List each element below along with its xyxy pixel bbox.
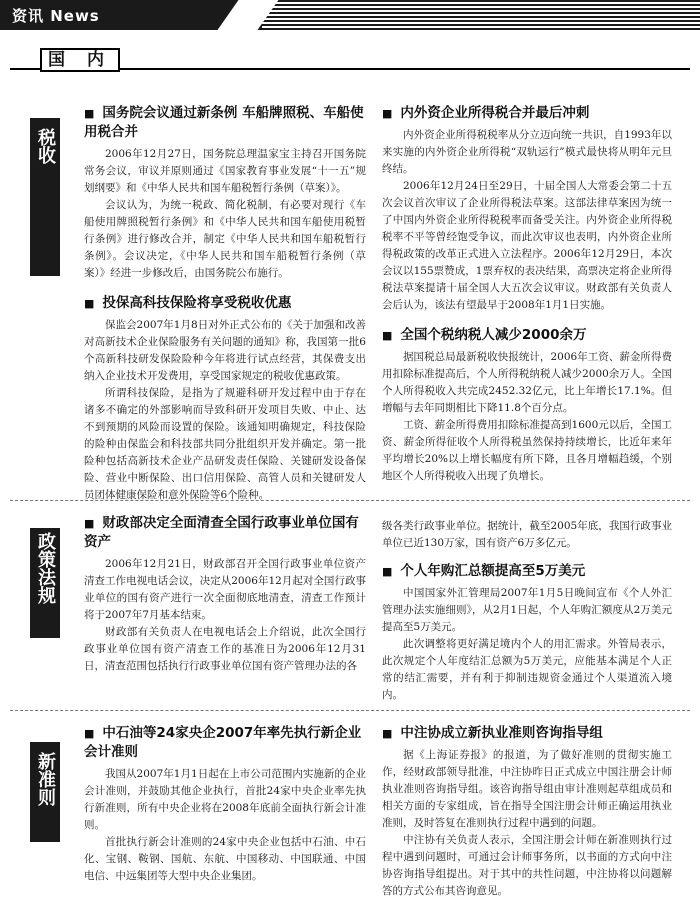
- side-label-text: 新准则: [35, 752, 56, 806]
- square-bullet-icon: ■: [382, 107, 393, 120]
- article-title-text: 国务院会议通过新条例 车船牌照税、车船使用税合并: [84, 105, 364, 140]
- article-title: [382, 724, 672, 743]
- square-bullet-icon: ■: [84, 297, 95, 310]
- section-divider: [10, 710, 690, 711]
- square-bullet-icon: ■: [84, 727, 95, 740]
- article-paragraph: 2006年12月24日至29日，十届全国人大常委会第二十五次会议首次审议了企业所得税法草案。这部法律草案因为统一了中国内外资企业所得税税率而备受关注。内外资企业所得税税率不平等曾经饱受争议，而此次审议也表明，内外资企业所得税政策的改革正式进入立法程序。2006年12月29日，本次会议以155票赞成，1票弃权的表决结果，高票决定将企业所得税法草案提请十届全国人大五次会议审议。财政部有关负责人会后认为，该法有望最早于2008年1月1日实施。: [382, 180, 672, 311]
- article-paragraph: 2006年12月21日，财政部召开全国行政事业单位资产清查工作电视电话会议，决定从2006年12月起对全国行政事业单位的国有资产进行一次全面彻底地清查，清查工作预计将于2007年7月基本结束。: [84, 558, 366, 621]
- article: [382, 104, 672, 314]
- article-paragraph: 会议认为，为统一税政、简化税制，有必要对现行《车船使用牌照税暂行条例》和《中华人民共和国车船使用税暂行条例》进行修改合并，制定《中华人民共和国车船税暂行条例》。会议决定，《中华人民共和国车船税暂行条例（草案）》经进一步修改后，由国务院公布施行。: [84, 199, 366, 279]
- article-paragraph: 财政部有关负责人在电视电话会上介绍说，此次全国行政事业单位国有资产清查工作的基准日为2006年12月31日，清查范围包括执行行政事业单位国有资产管理办法的各: [84, 626, 366, 672]
- article-paragraph: 内外资企业所得税税率从分立迈向统一共识，自1993年以来实施的内外资企业所得税“双轨运行”模式最快将从明年元旦终结。: [382, 129, 672, 175]
- article: [382, 724, 672, 900]
- article-paragraph: 工资、薪金所得费用扣除标准提高到1600元以后，全国工资、薪金所得征收个人所得税虽然保持持续增长，比近年来年平均增长20%以上增长幅度有所下降，且各月增幅趋缓，个别地区个人所得税收入出现了负增长。: [382, 419, 672, 482]
- article-title: [382, 326, 672, 345]
- side-label-text: 政策法规: [35, 532, 56, 604]
- article-title-text: 财政部决定全面清查全国行政事业单位国有资产: [84, 515, 359, 550]
- header-stripes: [262, 0, 700, 30]
- article-title: [84, 104, 366, 142]
- side-label-text: 税收: [35, 128, 56, 164]
- article-paragraph: 所谓科技保险，是指为了规避科研开发过程中由于存在诸多不确定的外部影响而导致科研开发项目失败、中止、达不到预期的风险而设置的保险。该通知明确规定，科技保险的险种由保监会和科技部共同分批组织开发并确定。第一批险种包括高新技术企业产品研发责任保险、关键研发设备保险、营业中断保险、出口信用保险、高管人员和关键研发人员团体健康保险和意外保险等6个险种。: [84, 387, 366, 501]
- article-title: [382, 562, 672, 581]
- square-bullet-icon: ■: [84, 517, 95, 530]
- article: [84, 724, 366, 885]
- tax-right-column: [382, 104, 672, 497]
- article-title-text: 全国个税纳税人减少2000余万: [400, 327, 587, 343]
- article-title-text: 中注协成立新执业准则咨询指导组: [400, 725, 603, 741]
- article-paragraph: 此次调整将更好满足境内个人的用汇需求。外管局表示，此次规定个人年度结汇总额为5万美元，应能基本满足个人正常的结汇需要，并有利于抑制违规资金通过个人渠道流入境内。: [382, 638, 672, 701]
- side-label-standards: [30, 742, 60, 842]
- square-bullet-icon: ■: [84, 107, 95, 120]
- header-title: 资讯 News: [12, 7, 100, 25]
- article-paragraph: 级各类行政事业单位。据统计，截至2005年底，我国行政事业单位已近130万家，国有资产6万多亿元。: [382, 520, 672, 549]
- article-paragraph: 中国国家外汇管理局2007年1月5日晚间宣布《个人外汇管理办法实施细则》，从2月1日起，个人年购汇额度从2万美元提高至5万美元。: [382, 587, 672, 633]
- article-paragraph: 据国税总局最新税收快报统计，2006年工资、薪金所得费用扣除标准提高后，个人所得税纳税人减少2000余万人。全国个人所得税收入共完成2452.32亿元，比上年增长17.1%。但增幅与去年同期相比下降11.8个百分点。: [382, 351, 672, 414]
- article: [382, 562, 672, 704]
- article: [382, 326, 672, 485]
- article-title-text: 投保高科技保险将享受税收优惠: [102, 295, 292, 311]
- article-paragraph: 保监会2007年1月8日对外正式公布的《关于加强和改善对高新技术企业保险服务有关问题的通知》称，我国第一批6个高新科技研发保险险种今年将进行试点经营，其保费支出纳入企业技术开发费用，享受国家规定的税收优惠政策。: [84, 319, 366, 382]
- article-paragraph: 首批执行新会计准则的24家中央企业包括中石油、中石化、宝钢、鞍钢、国航、东航、中国移动、中国联通、中国电信、中远集团等大型中央企业集团。: [84, 836, 366, 882]
- article: [84, 104, 366, 282]
- article-title: [84, 294, 366, 313]
- square-bullet-icon: ■: [382, 565, 393, 578]
- article-paragraph: 2006年12月27日，国务院总理温家宝主持召开国务院常务会议，审议并原则通过《国家教育事业发展“十一五”规划纲要》和《中华人民共和国车船税暂行条例（草案）》。: [84, 148, 366, 194]
- article: [84, 294, 366, 504]
- side-label-policy: [30, 528, 60, 638]
- article-title-text: 内外资企业所得税合并最后冲刺: [400, 105, 590, 121]
- article-title: [84, 514, 366, 552]
- section-divider: [10, 500, 690, 501]
- article-title: [382, 104, 672, 123]
- square-bullet-icon: ■: [382, 329, 393, 342]
- tax-left-column: [84, 104, 366, 516]
- policy-left-column: [84, 514, 366, 687]
- article-paragraph: 我国从2007年1月1日起在上市公司范围内实施新的企业会计准则，并鼓励其他企业执行，首批24家中央企业率先执行新准则，所有中央企业将在2008年底前全面执行新会计准则。: [84, 768, 366, 831]
- article-title-text: 个人年购汇总额提高至5万美元: [400, 563, 586, 579]
- article-title: [84, 724, 366, 762]
- article-paragraph: 据《上海证券报》的报道，为了做好准则的贯彻实施工作，经财政部领导批准，中注协昨日正式成立中国注册会计师执业准则咨询指导组。该咨询指导组由审计准则起草组成员和相关方面的专家组成，旨在指导全国注册会计师正确运用执业准则，及时答复在准则执行过程中遇到的问题。: [382, 749, 672, 829]
- square-bullet-icon: ■: [382, 727, 393, 740]
- side-label-tax: [30, 118, 60, 276]
- standards-right-column: [382, 724, 672, 906]
- section-tab: 国 内: [40, 48, 120, 72]
- article: [84, 514, 366, 675]
- policy-right-column: [382, 518, 672, 716]
- article-title-text: 中石油等24家央企2007年率先执行新企业会计准则: [84, 725, 362, 760]
- article-paragraph: 中注协有关负责人表示，全国注册会计师在新准则执行过程中遇到问题时，可通过会计师事务所，以书面的方式向中注协咨询指导组提出。对于其中的共性问题，中注协将以问题解答的方式公布其咨询意见。: [382, 834, 672, 897]
- standards-left-column: [84, 724, 366, 897]
